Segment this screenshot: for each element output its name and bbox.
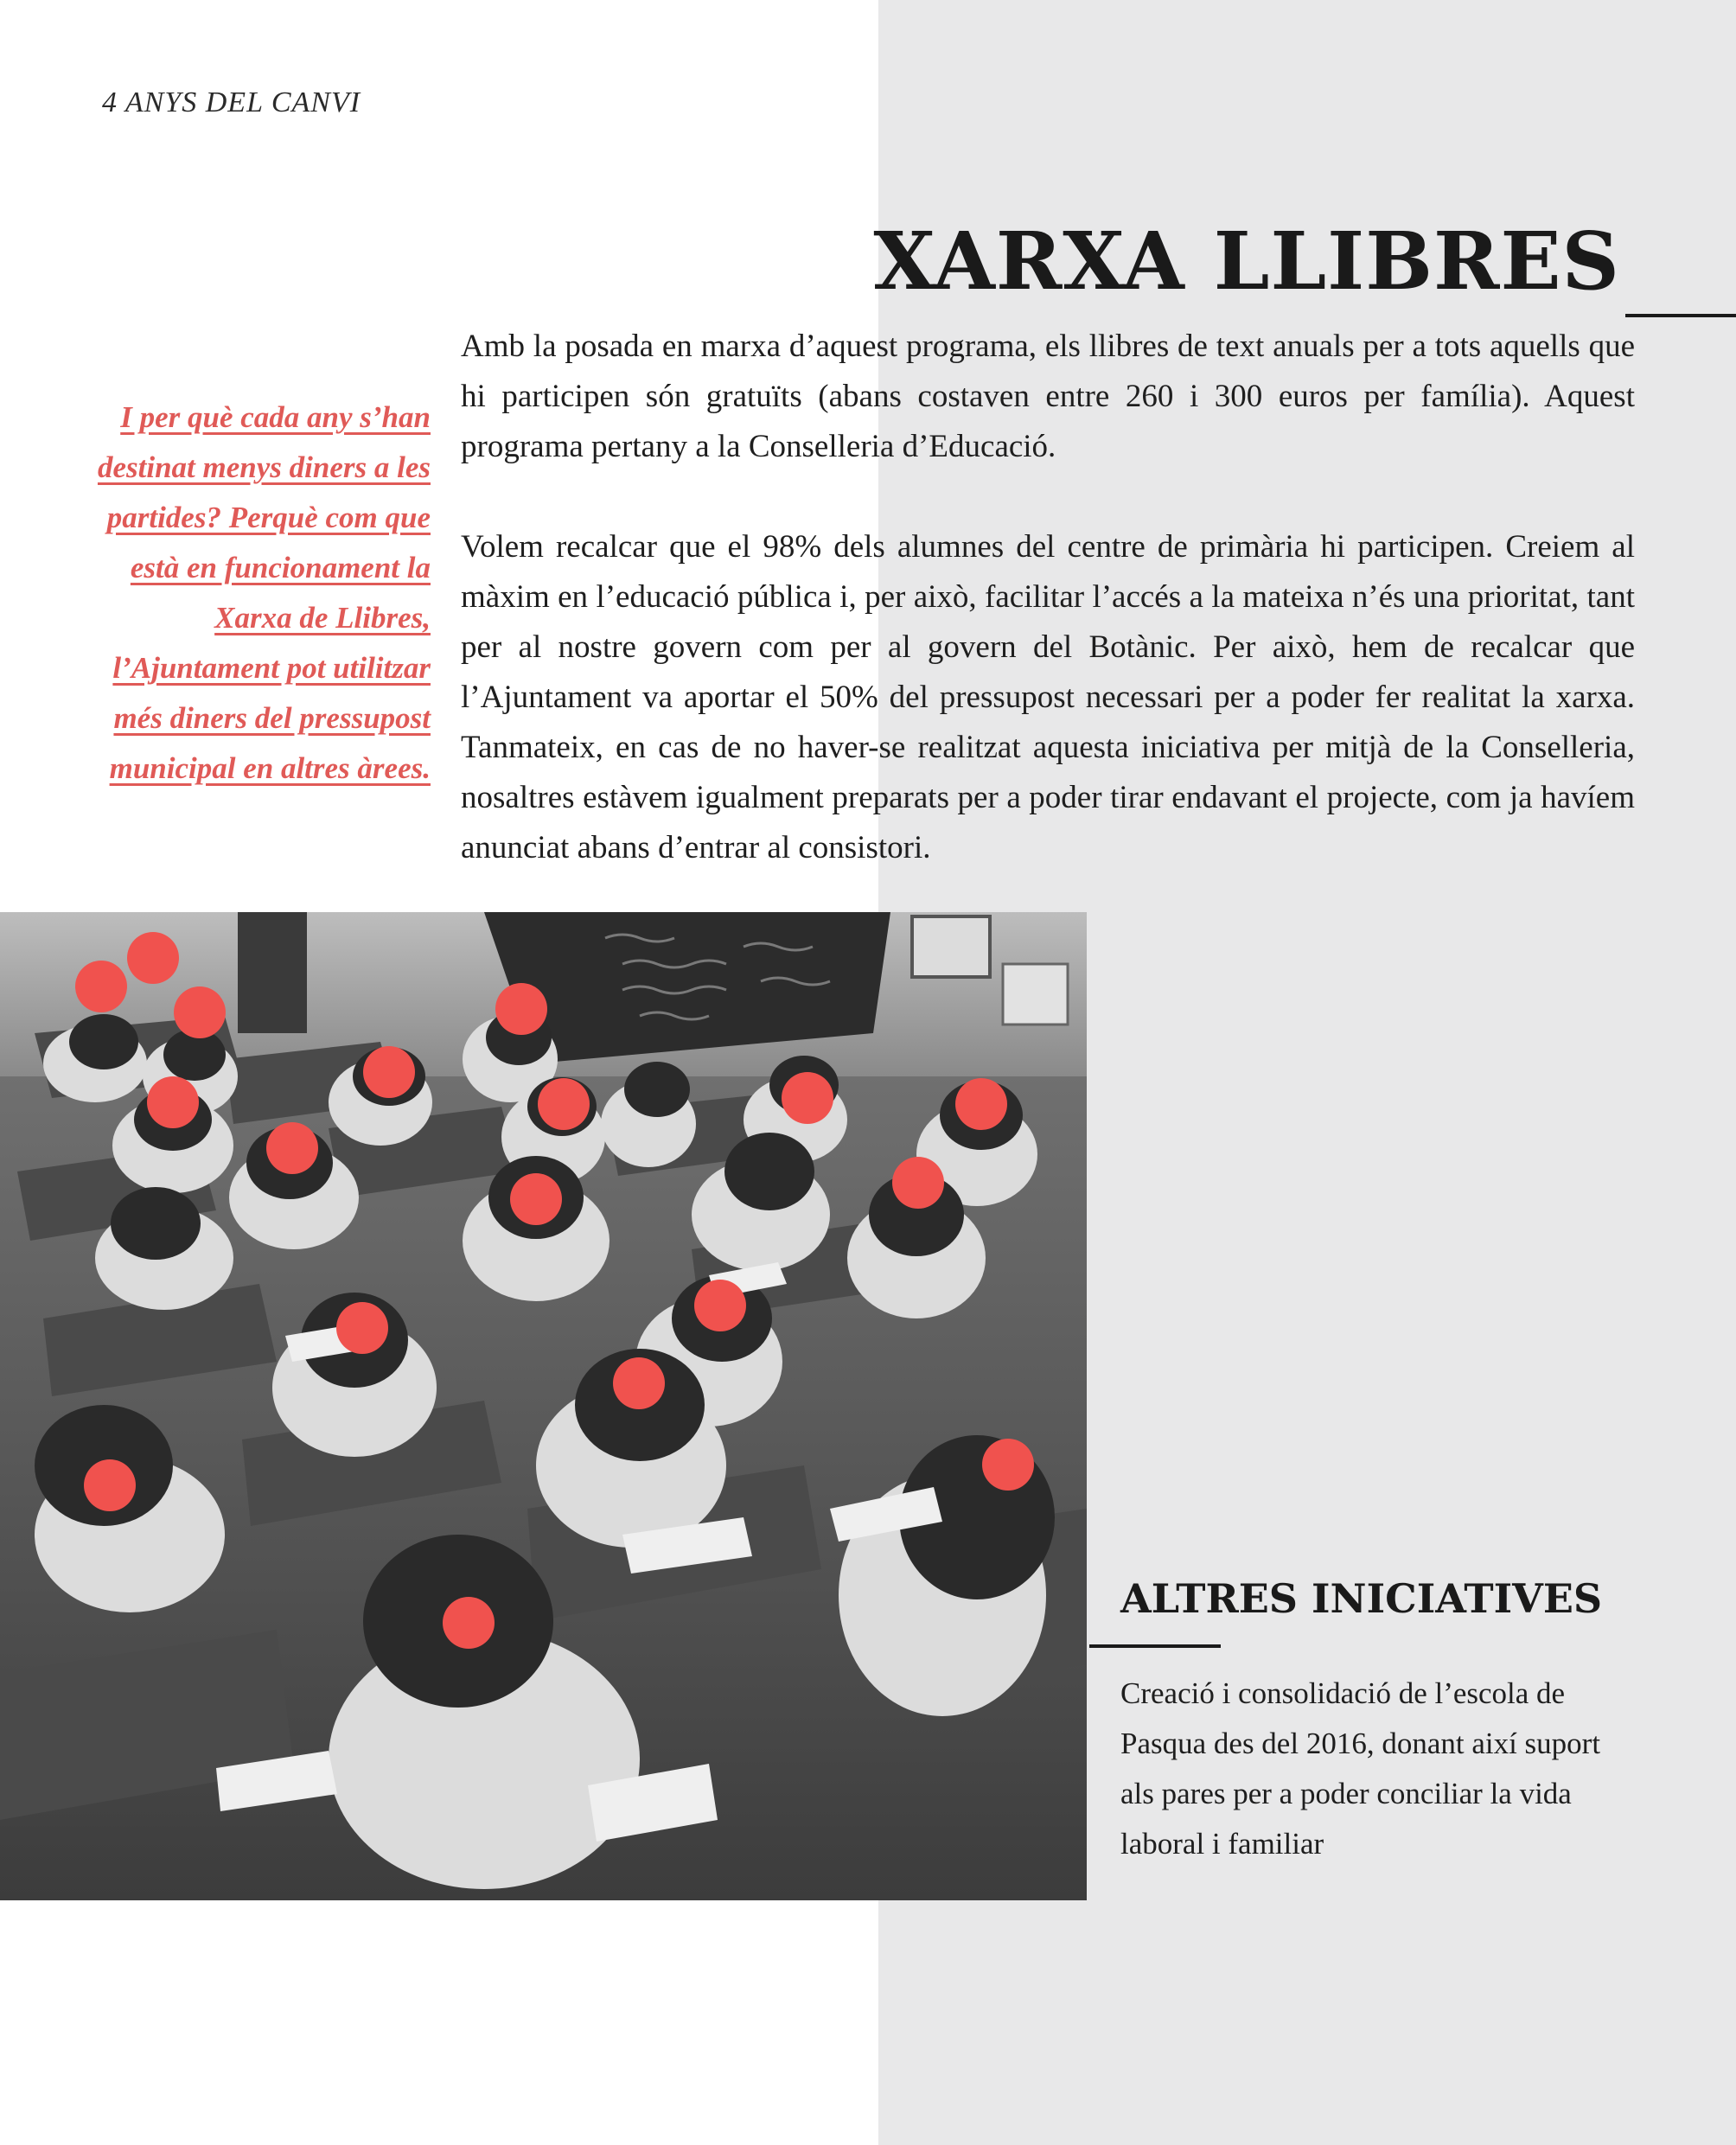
pull-quote: I per què cada any s’han destinat menys diners a les partides? Perquè com que està en funcionament la Xarxa de Llibres, l’Ajuntament pot utilitzar més diners del pressupost municipal en altres àrees.	[97, 400, 431, 785]
section-label: 4 ANYS DEL CANVI	[102, 86, 361, 118]
classroom-photo	[0, 912, 1087, 1900]
sidebar-divider	[1089, 1644, 1221, 1648]
article-body	[461, 322, 1635, 923]
title-divider	[1625, 314, 1736, 317]
article-title: XARXA LLIBRES	[873, 214, 1620, 308]
article-paragraph: Amb la posada en marxa d’aquest programa, els llibres de text anuals per a tots aquells que hi participen són gratuïts (abans costaven entre 260 i 300 euros per família). Aquest programa pertany a la Conselleria d’Educació.	[461, 329, 1635, 464]
article-paragraph: Volem recalcar que el 98% dels alumnes del centre de primària hi participen. Creiem al màxim en l’educació pública i, per això, facilitar l’accés a la mateixa n’és una prioritat, tant per al nostre govern com per al govern del Botànic. Per això, hem de recalcar que l’Ajuntament va aportar el 50% del pressupost necessari per a poder fer realitat la xarxa. Tanmateix, en cas de no haver-se realitzat aquesta iniciativa per mitjà de la Conselleria, nosaltres estàvem igualment preparats per a poder tirar endavant el projecte, com ja havíem anunciat abans d’entrar al consistori.	[461, 529, 1635, 865]
sidebar-text: Creació i consolidació de l’escola de Pasqua des del 2016, donant així suport als pares per a poder conciliar la vida laboral i familiar	[1120, 1676, 1601, 1861]
sidebar-heading: ALTRES INICIATIVES	[1120, 1575, 1603, 1622]
